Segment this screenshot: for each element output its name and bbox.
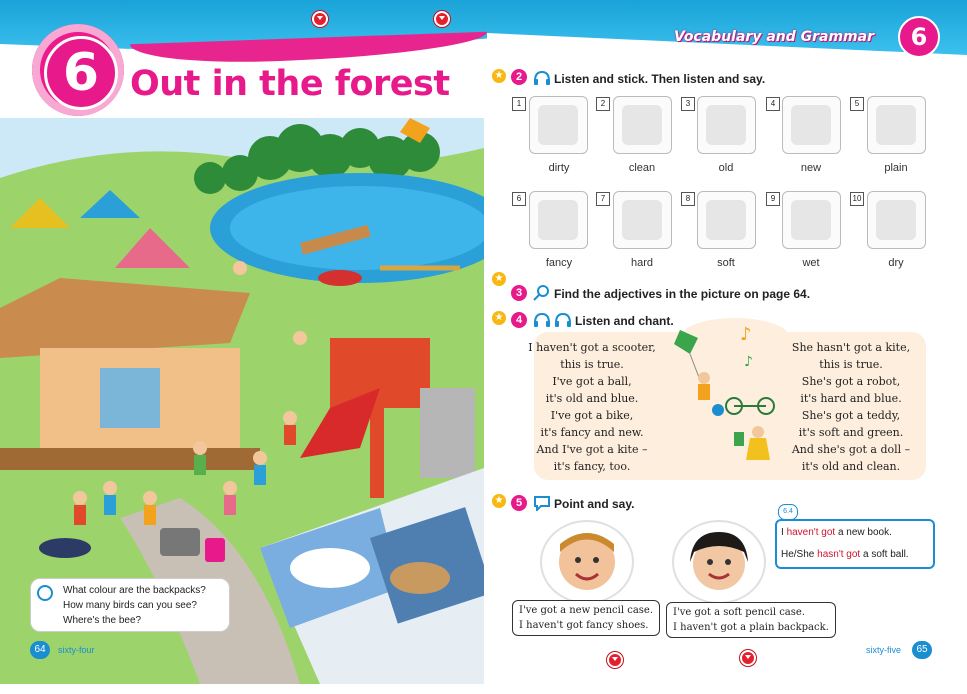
- doll-icon: [622, 200, 662, 240]
- sticker-number: 2: [596, 97, 610, 111]
- exercise-number: 3: [511, 285, 527, 301]
- sticker-label: hard: [630, 257, 654, 269]
- page-number-right: 65: [912, 641, 932, 659]
- sticker-slot-plain[interactable]: [867, 96, 926, 154]
- chant-illustration: [670, 320, 785, 480]
- magnifier-icon: [533, 285, 551, 301]
- unit-number: 6: [44, 36, 118, 110]
- page-number-left: 64: [30, 641, 50, 659]
- kite-icon: [876, 105, 916, 145]
- sticker-slot-fancy[interactable]: [529, 191, 588, 249]
- chant-line: She's got a teddy,: [801, 409, 901, 422]
- star-icon: ★: [492, 272, 506, 286]
- chant-line: She's got a robot,: [801, 375, 901, 388]
- sticker-label: wet: [802, 257, 820, 269]
- headphones-icon: [533, 312, 551, 328]
- chant-line: this is true.: [560, 358, 624, 371]
- grammar-row-1: I haven't got a new book.: [781, 527, 892, 538]
- sticker-slot-clean[interactable]: [613, 96, 672, 154]
- sticker-number: 9: [766, 192, 780, 206]
- headphones-icon: [554, 312, 572, 328]
- page-word-left: sixty-four: [58, 645, 95, 655]
- page-word-right: sixty-five: [866, 645, 902, 655]
- question-line: What colour are the backpacks?: [63, 585, 206, 596]
- chant-line: I've got a ball,: [552, 375, 632, 388]
- sticker-number: 6: [512, 192, 526, 206]
- question-box: [30, 578, 230, 632]
- exercise-3-instruction: Find the adjectives in the picture on page 64.: [533, 285, 810, 301]
- sticker-label: plain: [884, 162, 908, 174]
- question-line: Where's the bee?: [63, 615, 142, 626]
- chant-line: She hasn't got a kite,: [791, 341, 911, 354]
- sticker-number: 1: [512, 97, 526, 111]
- speech-bubble-icon: [533, 495, 551, 511]
- chant-line: it's old and blue.: [545, 392, 639, 405]
- grammar-audio-tag: 6.4: [778, 504, 798, 520]
- svg-text:♪: ♪: [744, 354, 753, 370]
- cap-icon: [538, 105, 578, 145]
- chant-line: it's fancy and new.: [540, 426, 644, 439]
- gem-icon: [607, 652, 623, 668]
- wet-hands-icon: [791, 200, 831, 240]
- chant-line: And she's got a doll –: [791, 443, 911, 456]
- new-car-icon: [791, 105, 831, 145]
- sticker-number: 7: [596, 192, 610, 206]
- exercise-number: 2: [511, 69, 527, 85]
- chant-line: it's old and clean.: [801, 460, 901, 473]
- gem-icon: [312, 11, 328, 27]
- exercise-number: 5: [511, 495, 527, 511]
- teddy-icon: [706, 200, 746, 240]
- boy-photo: [540, 520, 634, 604]
- question-line: How many birds can you see?: [63, 600, 197, 611]
- chant-line: it's soft and green.: [798, 426, 904, 439]
- sticker-number: 3: [681, 97, 695, 111]
- boy-speech-bubble: I've got a new pencil case. I haven't got fancy shoes.: [512, 600, 660, 636]
- sticker-label: new: [800, 162, 822, 174]
- star-icon: ★: [492, 494, 506, 508]
- grammar-box: [775, 519, 935, 569]
- chant-line: it's fancy, too.: [553, 460, 631, 473]
- girl-speech-bubble: I've got a soft pencil case. I haven't got a plain backpack.: [666, 602, 836, 638]
- star-icon: ★: [492, 311, 506, 325]
- sticker-slot-new[interactable]: [782, 96, 841, 154]
- robot-icon: [734, 432, 744, 446]
- sticker-label: dry: [888, 257, 904, 269]
- chant-line: I haven't got a scooter,: [528, 341, 656, 354]
- kite-icon: [674, 330, 698, 354]
- right-header-banner: [487, 0, 967, 55]
- section-title: Vocabulary and Grammar: [674, 29, 874, 45]
- sticker-label: old: [718, 162, 734, 174]
- gem-icon: [434, 11, 450, 27]
- sticker-slot-hard[interactable]: [613, 191, 672, 249]
- old-car-icon: [706, 105, 746, 145]
- exercise-5-instruction: Point and say.: [533, 495, 634, 511]
- sticker-number: 5: [850, 97, 864, 111]
- sticker-label: dirty: [548, 162, 570, 174]
- chant-line: it's hard and blue.: [800, 392, 902, 405]
- svg-text:♪: ♪: [740, 324, 752, 345]
- kite-icon: [538, 200, 578, 240]
- sticker-label: clean: [628, 162, 656, 174]
- headphones-icon: [533, 70, 551, 86]
- gem-icon: [740, 650, 756, 666]
- cap-icon: [622, 105, 662, 145]
- ball-icon: [712, 404, 724, 416]
- chant-line: And I've got a kite –: [536, 443, 648, 456]
- girl-photo: [672, 520, 766, 604]
- clothes-line-icon: [876, 200, 916, 240]
- clock-icon: [37, 585, 53, 601]
- exercise-number: 4: [511, 312, 527, 328]
- star-icon: ★: [492, 69, 506, 83]
- sticker-slot-old[interactable]: [697, 96, 756, 154]
- page-title: Out in the forest: [130, 64, 450, 104]
- exercise-2-instruction: Listen and stick. Then listen and say.: [533, 70, 765, 86]
- sticker-slot-dirty[interactable]: [529, 96, 588, 154]
- sticker-label: soft: [717, 257, 735, 269]
- chant-line: this is true.: [819, 358, 883, 371]
- sticker-number: 10: [850, 192, 864, 206]
- unit-badge-small: 6: [898, 16, 940, 58]
- sticker-number: 4: [766, 97, 780, 111]
- chant-line: I've got a bike,: [550, 409, 634, 422]
- sticker-slot-wet[interactable]: [782, 191, 841, 249]
- sticker-slot-dry[interactable]: [867, 191, 926, 249]
- sticker-slot-soft[interactable]: [697, 191, 756, 249]
- sticker-number: 8: [681, 192, 695, 206]
- exercise-4-instruction: Listen and chant.: [533, 312, 674, 328]
- grammar-row-2: He/She hasn't got a soft ball.: [781, 549, 909, 560]
- sticker-label: fancy: [545, 257, 573, 269]
